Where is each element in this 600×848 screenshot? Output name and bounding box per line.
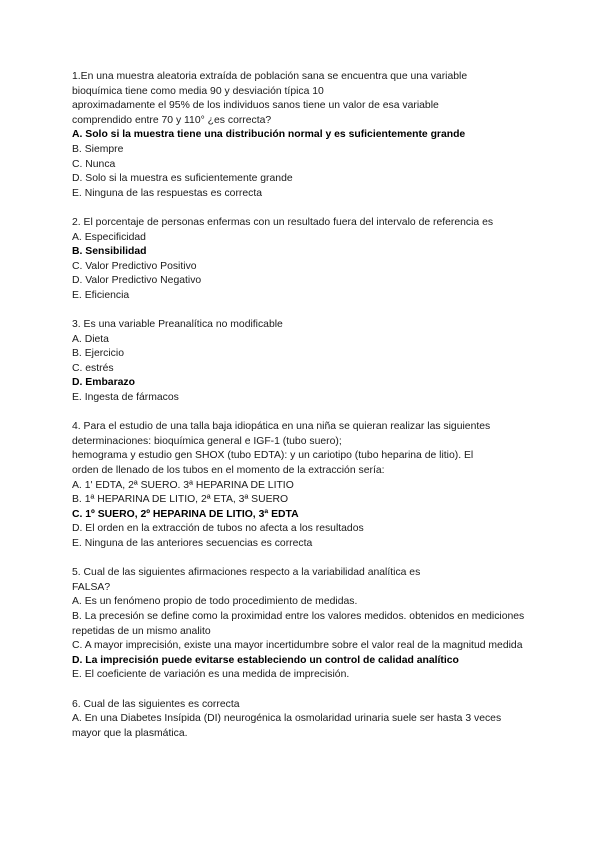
stem-line: comprendido entre 70 y 110° ¿es correcta? (72, 114, 272, 126)
answer-option-correct: D. La imprecisión puede evitarse estableciendo un control de calidad analítico (72, 654, 459, 666)
answer-options (72, 231, 532, 304)
stem-line: 4. Para el estudio de una talla baja idiopática en una niña se quieran realizar las siguientes (72, 421, 491, 433)
answer-option: B. Ejercicio (72, 348, 124, 360)
answer-option: C. estrés (72, 362, 114, 374)
answer-option: D. El orden en la extracción de tubos no afecta a los resultados (72, 523, 364, 535)
stem-line: FALSA? (72, 581, 111, 593)
question-stem (72, 70, 532, 128)
question-4 (72, 420, 532, 551)
answer-option: C. Nunca (72, 158, 116, 170)
answer-option: D. Solo si la muestra es suficientemente grande (72, 173, 293, 185)
answer-option-correct: C. 1º SUERO, 2º HEPARINA DE LITIO, 3ª EDTA (72, 508, 299, 520)
stem-line: 3. Es una variable Preanalítica no modificable (72, 319, 283, 331)
stem-line: 1.En una muestra aleatoria extraída de población sana se encuentra que una variable (72, 71, 468, 82)
question-stem (72, 318, 532, 333)
answer-option: A. Dieta (72, 333, 109, 345)
question-stem (72, 420, 532, 478)
question-3 (72, 318, 532, 406)
stem-line: bioquímica tiene como media 90 y desviación típica 10 (72, 85, 324, 97)
answer-options (72, 479, 532, 552)
answer-options (72, 595, 532, 683)
answer-option: B. 1ª HEPARINA DE LITIO, 2ª ETA, 3ª SUERO (72, 494, 289, 506)
answer-option: A. 1' EDTA, 2ª SUERO. 3ª HEPARINA DE LITIO (72, 479, 294, 491)
stem-line: orden de llenado de los tubos en el momento de la extracción sería: (72, 465, 385, 477)
answer-options (72, 333, 532, 406)
answer-option: D. Valor Predictivo Negativo (72, 275, 202, 287)
stem-line: hemograma y estudio gen SHOX (tubo EDTA): y un cariotipo (tubo heparina de litio). El (72, 450, 474, 462)
answer-option-correct: D. Embarazo (72, 377, 135, 389)
document-page (72, 70, 532, 756)
stem-line: 2. El porcentaje de personas enfermas con un resultado fuera del intervalo de referencia es (72, 216, 494, 228)
answer-option: E. El coeficiente de variación es una medida de imprecisión. (72, 669, 350, 681)
answer-option: E. Ninguna de las anteriores secuencias es correcta (72, 538, 313, 549)
answer-option: B. La precesión se define como la proximidad entre los valores medidos. obtenidos en mediciones repetidas de un mismo analito (72, 610, 525, 637)
answer-option: A. Especificidad (72, 231, 146, 243)
answer-option: E. Ingesta de fármacos (72, 392, 179, 404)
answer-option: C. A mayor imprecisión, existe una mayor incertidumbre sobre el valor real de la magnitud medida (72, 640, 523, 652)
question-stem (72, 566, 532, 595)
answer-option: E. Ninguna de las respuestas es correcta (72, 187, 263, 199)
answer-option: B. Siempre (72, 143, 124, 155)
question-2 (72, 216, 532, 304)
answer-option-correct: B. Sensibilidad (72, 246, 147, 258)
question-stem (72, 216, 532, 231)
question-1 (72, 70, 532, 201)
answer-option: A. Es un fenómeno propio de todo procedimiento de medidas. (72, 596, 358, 608)
question-stem (72, 698, 532, 713)
answer-option: E. Eficiencia (72, 289, 130, 301)
answer-option: A. En una Diabetes Insípida (DI) neurogénica la osmolaridad urinaria suele ser hasta 3 veces mayor que la plasmática. (72, 713, 502, 739)
answer-options (72, 128, 532, 201)
stem-line: 6. Cual de las siguientes es correcta (72, 698, 240, 710)
answer-options (72, 712, 532, 741)
stem-line: 5. Cual de las siguientes afirmaciones respecto a la variabilidad analítica es (72, 567, 421, 579)
question-6 (72, 698, 532, 742)
answer-option: C. Valor Predictivo Positivo (72, 260, 197, 272)
stem-line: aproximadamente el 95% de los individuos sanos tiene un valor de esa variable (72, 100, 439, 112)
answer-option-correct: A. Solo si la muestra tiene una distribución normal y es suficientemente grande (72, 129, 466, 141)
question-5 (72, 566, 532, 683)
stem-line: determinaciones: bioquímica general e IGF-1 (tubo suero); (72, 435, 342, 447)
